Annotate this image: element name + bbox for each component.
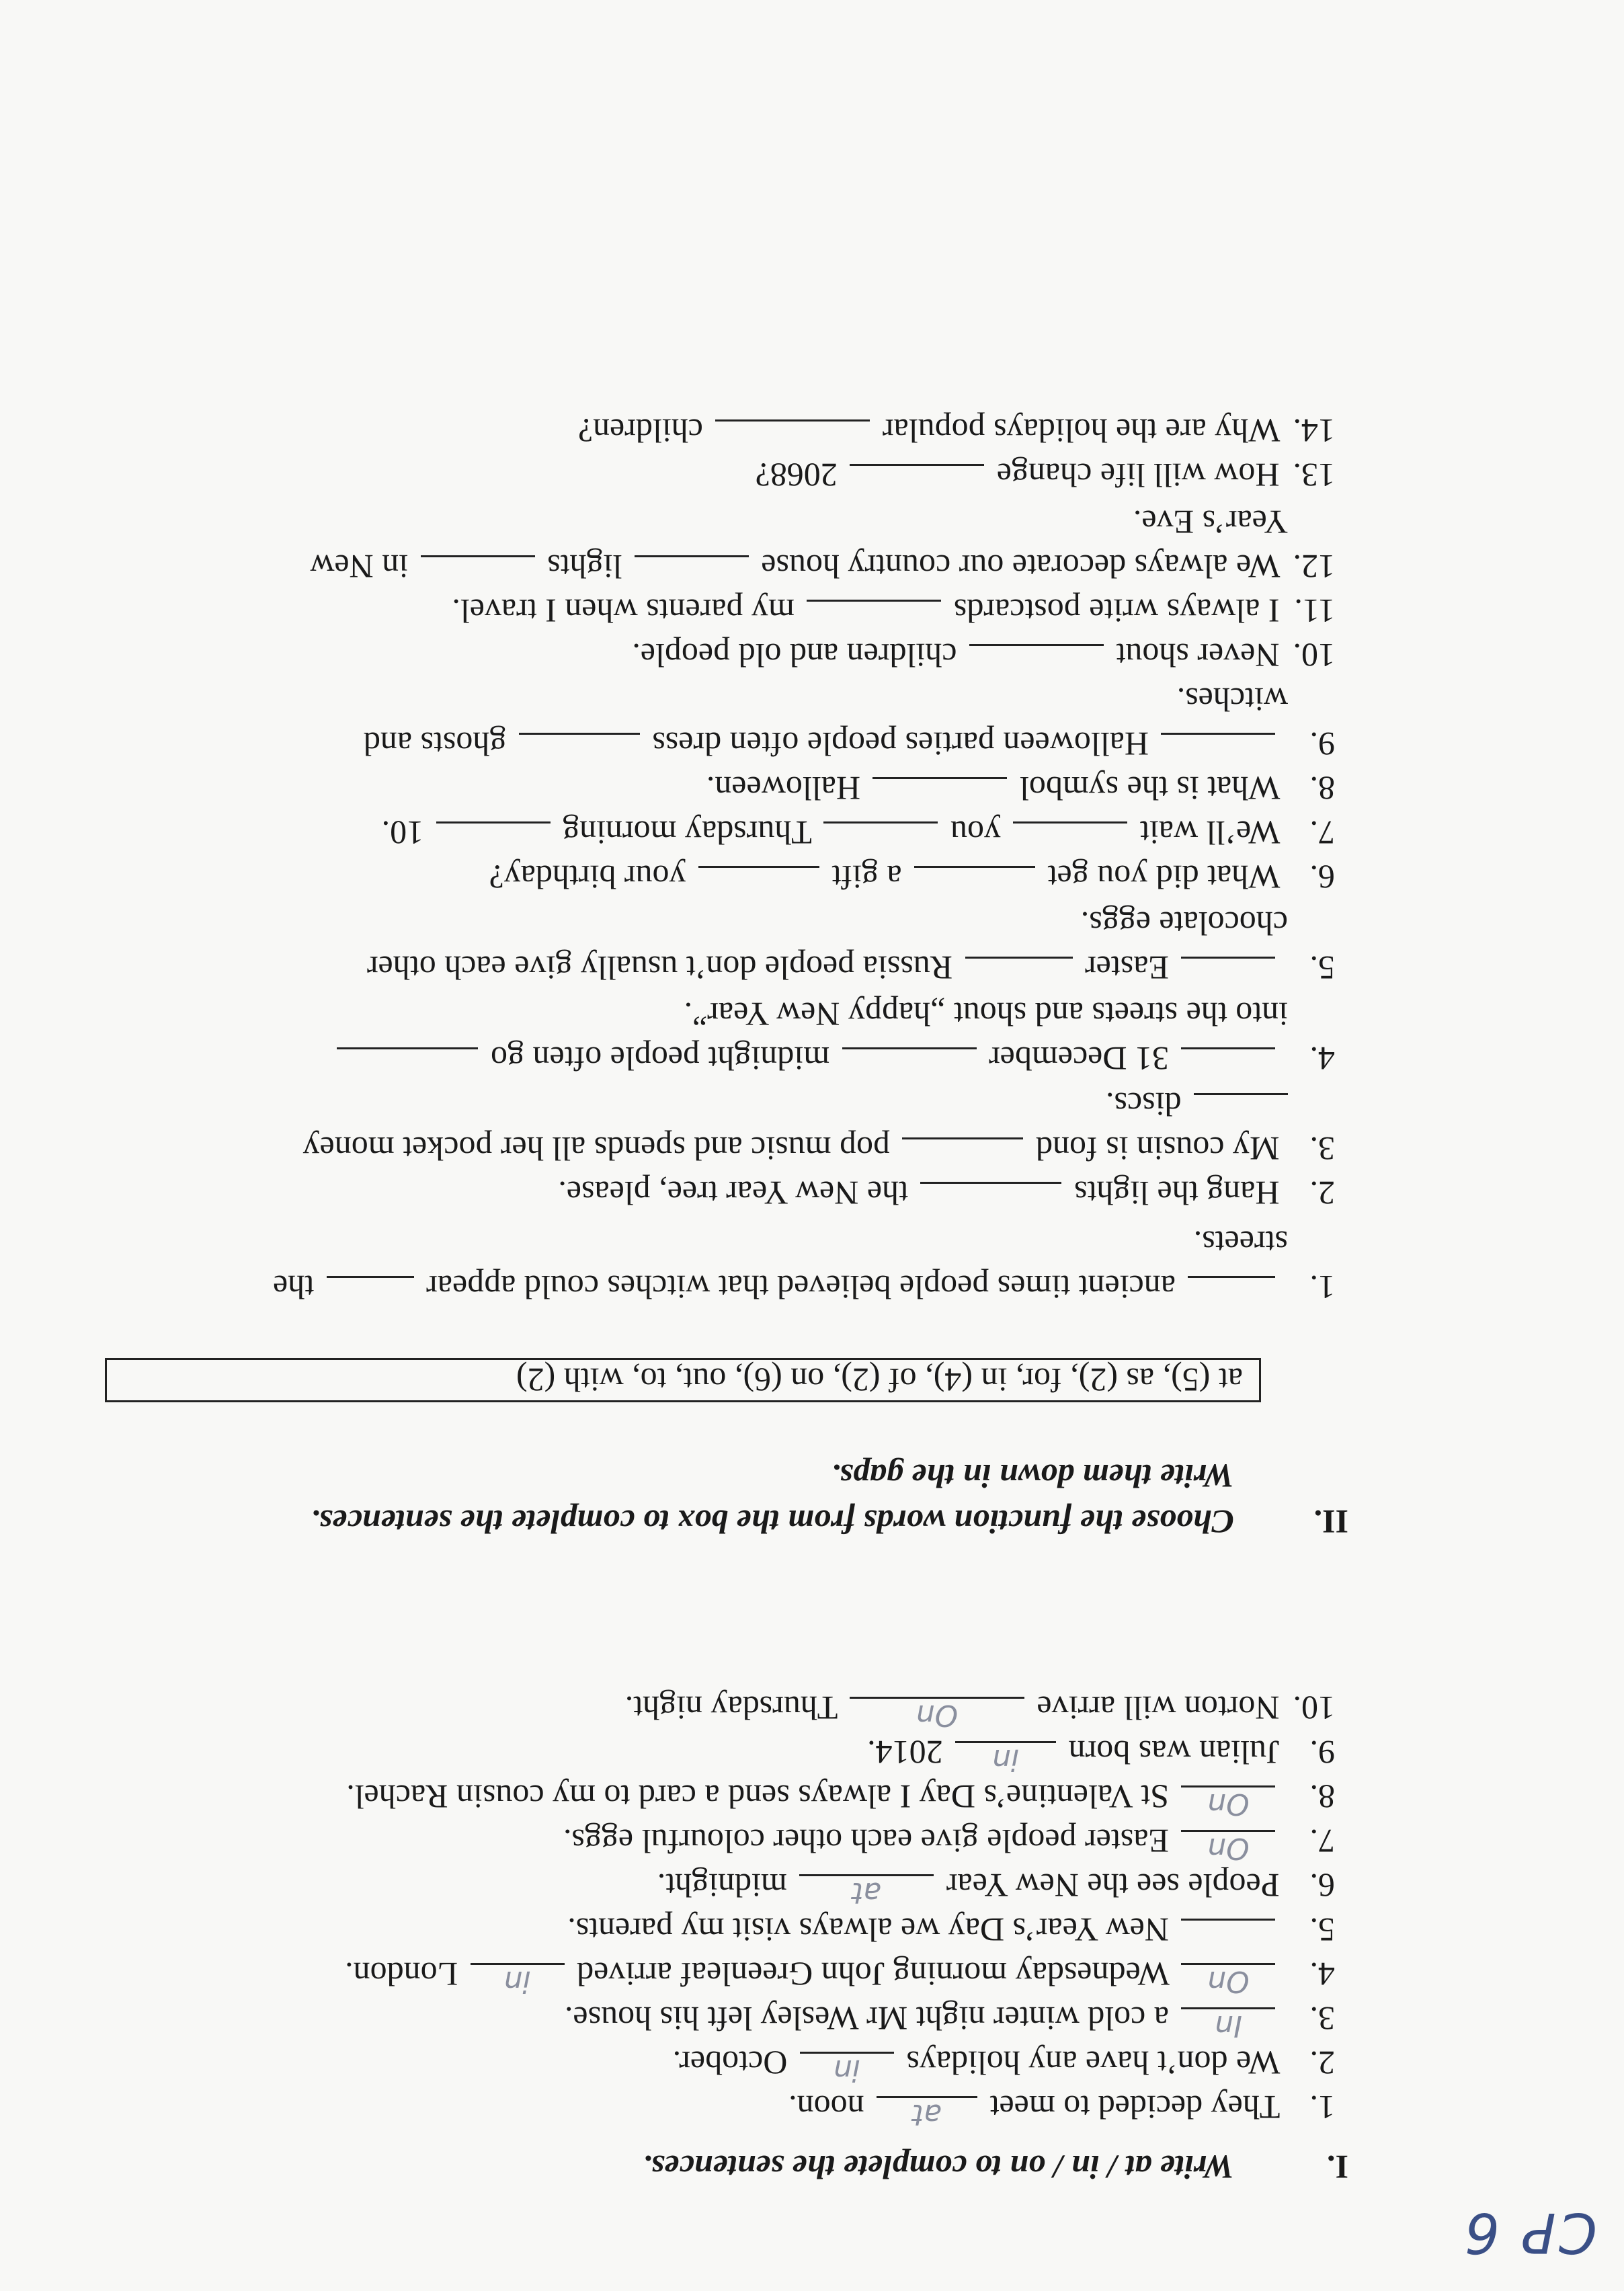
s2-item-8: 8. What is the symbol Halloween.: [706, 770, 1335, 807]
s2-item-3: 3. My cousin is fond pop music and spends all her pocket money discs.: [302, 1086, 1335, 1168]
section-2-heading: [311, 1453, 1348, 1545]
s2-gap-5a[interactable]: [1182, 957, 1276, 988]
s1-item-8: 8. On St Valentine’s Day I always send a card to my cousin Rachel.: [346, 1778, 1335, 1821]
s1-answer-1: at: [912, 2097, 942, 2132]
s2-item-10: 10. Never shout children and old people.: [632, 637, 1335, 674]
s1-item-3: 3. In a cold winter night Mr Wesley left his house.: [564, 2000, 1335, 2043]
s1-gap-3[interactable]: In: [1182, 2007, 1276, 2039]
s2-gap-9a[interactable]: [1162, 733, 1276, 764]
s2-gap-13[interactable]: [850, 464, 984, 495]
s2-item-4: 4. 31 December midnight people often go into the streets and shout „happy New Year”.: [333, 992, 1336, 1081]
section-1-instruction: Write at / in / on to complete the sentences.: [643, 2148, 1234, 2186]
s2-gap-7a[interactable]: [1013, 821, 1127, 853]
s2-item-6: 6. What did you get a gift your birthday?: [489, 858, 1335, 896]
s2-gap-1a[interactable]: [1188, 1276, 1276, 1308]
s2-item-5: 5. Easter Russia people don’t usually give each other chocolate eggs.: [366, 905, 1335, 987]
s1-item-6: 6. People see the New Year at midnight.: [657, 1867, 1335, 1910]
s2-gap-6b[interactable]: [698, 866, 819, 897]
s1-gap-4b[interactable]: in: [471, 1963, 565, 1995]
s2-gap-2[interactable]: [920, 1182, 1061, 1213]
function-words-box: [105, 1358, 1261, 1402]
s2-item-2: 2. Hang the lights the New Year tree, please.: [558, 1174, 1335, 1212]
s1-gap-7[interactable]: On: [1182, 1830, 1276, 1861]
s1-item-2: 2. We don’t have any holidays in October.: [672, 2044, 1335, 2087]
s2-gap-11[interactable]: [807, 600, 941, 631]
s2-gap-7c[interactable]: [436, 821, 551, 853]
s1-item-4: 4. On Wednesday morning John Greenleaf arrived in London.: [345, 1956, 1335, 1999]
section-2-number: II.: [1313, 1503, 1348, 1541]
s2-gap-9b[interactable]: [519, 733, 640, 764]
s2-item-12: 12. We always decorate our country house lights in New Year’s Eve.: [310, 504, 1335, 586]
s2-gap-4b[interactable]: [842, 1047, 977, 1079]
s2-gap-6a[interactable]: [914, 866, 1035, 897]
s1-gap-2[interactable]: in: [800, 2052, 894, 2083]
s1-gap-9[interactable]: in: [955, 1741, 1056, 1773]
s2-gap-10[interactable]: [969, 644, 1104, 676]
function-words-list: at (5), as (2), for, in (4), of (2), on (6), out, to, with (2): [516, 1361, 1243, 1399]
s2-gap-4c[interactable]: [337, 1047, 479, 1079]
s1-item-1: 1. They decided to meet at noon.: [788, 2089, 1335, 2132]
s2-gap-12b[interactable]: [421, 555, 535, 587]
s1-gap-1[interactable]: [877, 2096, 977, 2132]
s2-gap-12a[interactable]: [635, 555, 749, 587]
s1-gap-6[interactable]: at: [799, 1874, 934, 1906]
s2-item-9: 9. Halloween parties people often dress ghosts and witches.: [363, 681, 1335, 763]
section-2-instruction-line-2: Write them down in the gaps.: [831, 1457, 1234, 1495]
s2-item-11: 11. I always write postcards my parents when I travel.: [452, 592, 1335, 630]
s1-item-10: 10. Norton will arrive On Thursday night.: [624, 1689, 1335, 1732]
s2-gap-14[interactable]: [715, 419, 870, 451]
s2-gap-3a[interactable]: [903, 1137, 1024, 1169]
s1-item-5: 5. New Year’s Day we always visit my parents.: [567, 1911, 1335, 1949]
s1-gap-4a[interactable]: On: [1182, 1963, 1276, 1995]
s1-gap-5[interactable]: [1182, 1919, 1276, 1950]
s2-item-1: 1. ancient times people believed that witches could appear the streets.: [273, 1224, 1335, 1306]
section-1-heading: [643, 2144, 1348, 2190]
s2-item-13: 13. How will life change 2068?: [755, 456, 1335, 494]
s2-gap-4a[interactable]: [1182, 1047, 1276, 1079]
s1-gap-10[interactable]: On: [850, 1697, 1024, 1728]
s1-item-9: 9. Julian was born in 2014.: [867, 1734, 1335, 1777]
section-2-instruction-line-1: Choose the function words from the box to complete the sentences.: [311, 1503, 1234, 1541]
s2-item-7: 7. We’ll wait you Thursday morning 10.: [381, 814, 1335, 852]
s2-gap-5b[interactable]: [965, 957, 1073, 988]
s2-item-14: 14. Why are the holidays popular children?: [577, 412, 1335, 450]
s2-gap-3b[interactable]: [1194, 1093, 1288, 1125]
handwritten-corner-note: CP 6: [1462, 2200, 1597, 2264]
s2-gap-7b[interactable]: [823, 821, 938, 853]
s2-gap-1b[interactable]: [327, 1276, 414, 1308]
s1-gap-8[interactable]: On: [1182, 1785, 1276, 1817]
s2-gap-8[interactable]: [872, 777, 1007, 809]
s1-item-7: 7. On Easter people give each other colourful eggs.: [563, 1822, 1335, 1865]
section-1-number: I.: [1327, 2148, 1348, 2186]
